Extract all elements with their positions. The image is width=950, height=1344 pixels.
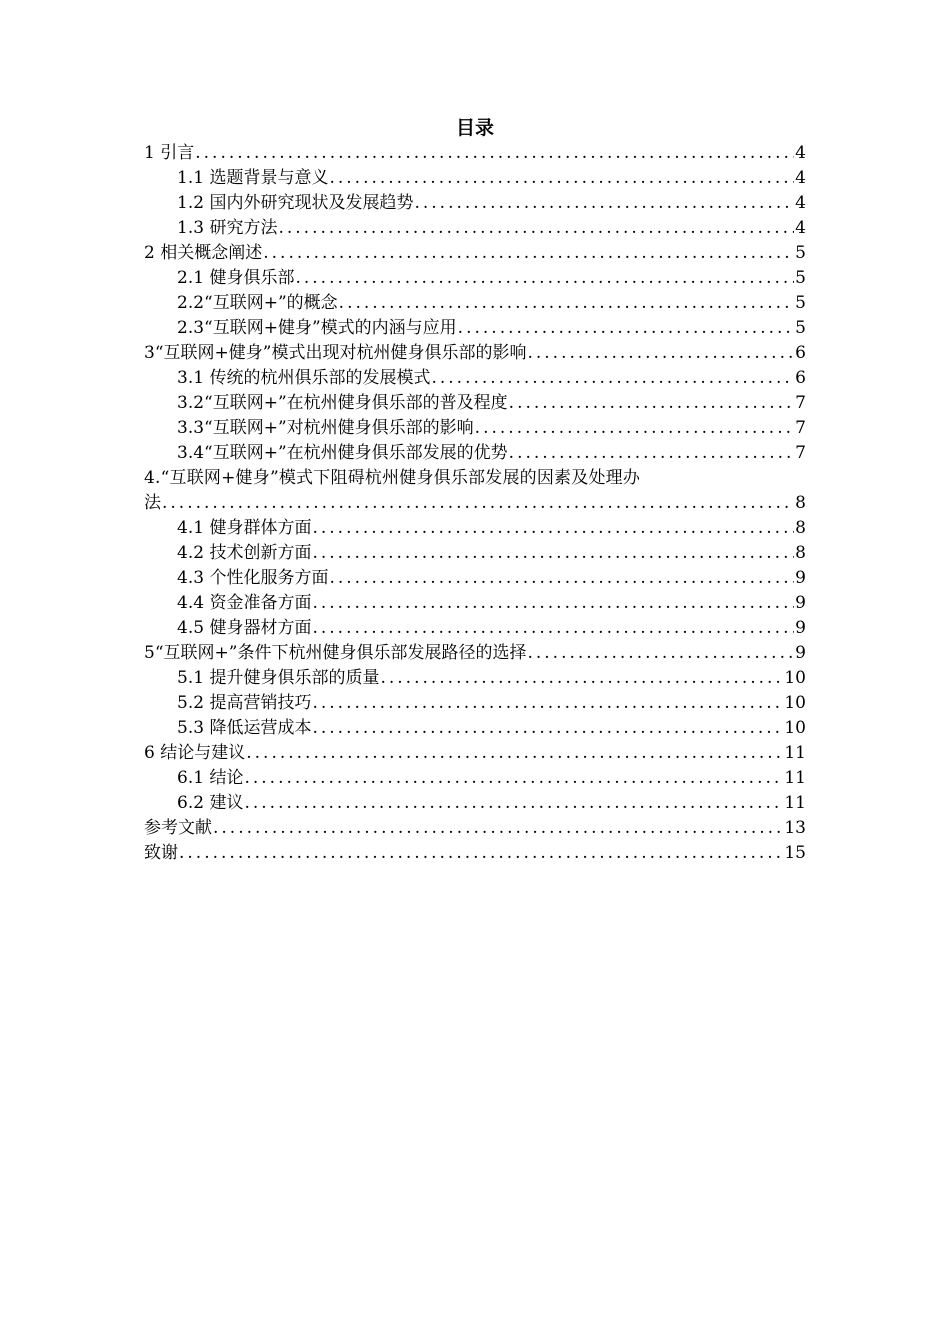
toc-page-number: 5 xyxy=(795,268,806,288)
toc-entry-text: 1 引言 xyxy=(144,143,195,163)
toc-page-number: 9 xyxy=(795,593,806,613)
toc-entry[interactable] xyxy=(144,541,806,566)
toc-page-number: 9 xyxy=(795,643,806,663)
toc-entry[interactable] xyxy=(144,516,806,541)
toc-entry[interactable] xyxy=(144,366,806,391)
toc-entry[interactable] xyxy=(144,391,806,416)
toc-entry-text: 5.2 提高营销技巧 xyxy=(177,693,312,713)
toc-entry[interactable] xyxy=(144,316,806,341)
toc-entry-text: 3“互联网+健身”模式出现对杭州健身俱乐部的影响 xyxy=(144,343,527,363)
toc-dot-leader xyxy=(475,416,795,441)
toc-dot-leader xyxy=(329,166,794,191)
toc-dot-leader xyxy=(329,566,794,591)
toc-entry-continuation: 法 xyxy=(144,493,161,513)
toc-dot-leader xyxy=(509,391,795,416)
toc-dot-leader xyxy=(263,241,794,266)
toc-entry[interactable] xyxy=(144,816,806,841)
toc-page-number: 7 xyxy=(795,393,806,413)
toc-dot-leader xyxy=(527,341,794,366)
toc-entry-text: 2.2“互联网+”的概念 xyxy=(177,293,338,313)
toc-entry[interactable] xyxy=(144,716,806,741)
toc-entry[interactable] xyxy=(144,616,806,641)
toc-dot-leader xyxy=(244,791,783,816)
toc-entry-text: 6 结论与建议 xyxy=(144,743,246,763)
toc-list xyxy=(144,141,806,866)
toc-entry-text: 3.1 传统的杭州俱乐部的发展模式 xyxy=(177,368,431,388)
toc-dot-leader xyxy=(278,216,794,241)
toc-entry-text: 2 相关概念阐述 xyxy=(144,243,263,263)
toc-page-number: 4 xyxy=(795,193,806,213)
toc-dot-leader xyxy=(414,191,794,216)
toc-page-number: 10 xyxy=(784,718,806,738)
toc-entry-text: 4.“互联网+健身”模式下阻碍杭州健身俱乐部发展的因素及处理办 xyxy=(144,468,641,488)
toc-page-number: 7 xyxy=(795,443,806,463)
toc-dot-leader xyxy=(179,841,783,866)
toc-page-number: 11 xyxy=(784,793,806,813)
toc-page-number: 9 xyxy=(795,618,806,638)
toc-entry-text: 3.3“互联网+”对杭州健身俱乐部的影响 xyxy=(177,418,474,438)
toc-dot-leader xyxy=(246,741,783,766)
toc-entry-text: 4.3 个性化服务方面 xyxy=(177,568,329,588)
toc-entry-text: 1.3 研究方法 xyxy=(177,218,278,238)
toc-dot-leader xyxy=(244,766,783,791)
toc-entry[interactable] xyxy=(144,566,806,591)
toc-entry-text: 4.4 资金准备方面 xyxy=(177,593,312,613)
toc-entry-text: 4.5 健身器材方面 xyxy=(177,618,312,638)
toc-page-number: 4 xyxy=(795,218,806,238)
toc-title: 目录 xyxy=(455,117,494,139)
toc-entry-text: 4.2 技术创新方面 xyxy=(177,543,312,563)
toc-entry[interactable] xyxy=(144,191,806,216)
toc-page-number: 13 xyxy=(784,818,806,838)
toc-dot-leader xyxy=(509,441,795,466)
toc-entry[interactable] xyxy=(144,766,806,791)
toc-entry-text: 6.1 结论 xyxy=(177,768,244,788)
toc-page-number: 15 xyxy=(784,843,806,863)
toc-entry[interactable] xyxy=(144,441,806,466)
toc-entry[interactable] xyxy=(144,791,806,816)
toc-page-number: 11 xyxy=(784,743,806,763)
toc-entry-text: 5.1 提升健身俱乐部的质量 xyxy=(177,668,380,688)
toc-page-number: 11 xyxy=(784,768,806,788)
toc-entry-text: 3.4“互联网+”在杭州健身俱乐部发展的优势 xyxy=(177,443,508,463)
toc-dot-leader xyxy=(312,716,783,741)
toc-entry[interactable] xyxy=(144,841,806,866)
toc-entry[interactable] xyxy=(144,691,806,716)
toc-entry-line[interactable] xyxy=(144,466,806,491)
toc-dot-leader xyxy=(213,816,783,841)
toc-entry[interactable] xyxy=(144,491,806,516)
toc-page-number: 6 xyxy=(795,368,806,388)
toc-entry[interactable] xyxy=(144,241,806,266)
toc-entry[interactable] xyxy=(144,216,806,241)
toc-entry[interactable] xyxy=(144,591,806,616)
toc-dot-leader xyxy=(162,491,794,516)
toc-page-number: 4 xyxy=(795,168,806,188)
toc-entry-text: 致谢 xyxy=(144,843,178,863)
toc-entry[interactable] xyxy=(144,266,806,291)
toc-dot-leader xyxy=(295,266,794,291)
toc-page-number: 10 xyxy=(784,693,806,713)
toc-entry-text: 2.1 健身俱乐部 xyxy=(177,268,295,288)
toc-page-number: 7 xyxy=(795,418,806,438)
toc-dot-leader xyxy=(312,691,783,716)
toc-entry-text: 1.2 国内外研究现状及发展趋势 xyxy=(177,193,414,213)
toc-page-number: 8 xyxy=(795,518,806,538)
toc-dot-leader xyxy=(312,616,794,641)
toc-entry-text: 3.2“互联网+”在杭州健身俱乐部的普及程度 xyxy=(177,393,508,413)
toc-dot-leader xyxy=(380,666,783,691)
toc-page-number: 9 xyxy=(795,568,806,588)
toc-entry[interactable] xyxy=(144,416,806,441)
toc-page-number: 5 xyxy=(795,293,806,313)
toc-entry[interactable] xyxy=(144,641,806,666)
toc-dot-leader xyxy=(527,641,794,666)
toc-entry[interactable] xyxy=(144,291,806,316)
toc-entry-text: 5“互联网+”条件下杭州健身俱乐部发展路径的选择 xyxy=(144,643,527,663)
toc-page-number: 8 xyxy=(795,543,806,563)
toc-dot-leader xyxy=(458,316,795,341)
toc-dot-leader xyxy=(195,141,794,166)
toc-page-number: 8 xyxy=(795,493,806,513)
toc-entry-text: 6.2 建议 xyxy=(177,793,244,813)
toc-entry[interactable] xyxy=(144,141,806,166)
toc-dot-leader xyxy=(339,291,795,316)
toc-dot-leader xyxy=(431,366,794,391)
toc-page-number: 5 xyxy=(795,243,806,263)
toc-entry-text: 参考文献 xyxy=(144,818,212,838)
toc-dot-leader xyxy=(312,541,794,566)
toc-page-number: 5 xyxy=(795,318,806,338)
toc-entry[interactable] xyxy=(144,166,806,191)
toc-page-number: 10 xyxy=(784,668,806,688)
toc-entry[interactable] xyxy=(144,666,806,691)
toc-entry-text: 5.3 降低运营成本 xyxy=(177,718,312,738)
toc-page-number: 4 xyxy=(795,143,806,163)
toc-entry-text: 4.1 健身群体方面 xyxy=(177,518,312,538)
toc-entry-text: 2.3“互联网+健身”模式的内涵与应用 xyxy=(177,318,457,338)
toc-entry[interactable] xyxy=(144,741,806,766)
toc-entry[interactable] xyxy=(144,341,806,366)
toc-dot-leader xyxy=(312,591,794,616)
toc-entry-text: 1.1 选题背景与意义 xyxy=(177,168,329,188)
toc-page-number: 6 xyxy=(795,343,806,363)
toc-dot-leader xyxy=(312,516,794,541)
